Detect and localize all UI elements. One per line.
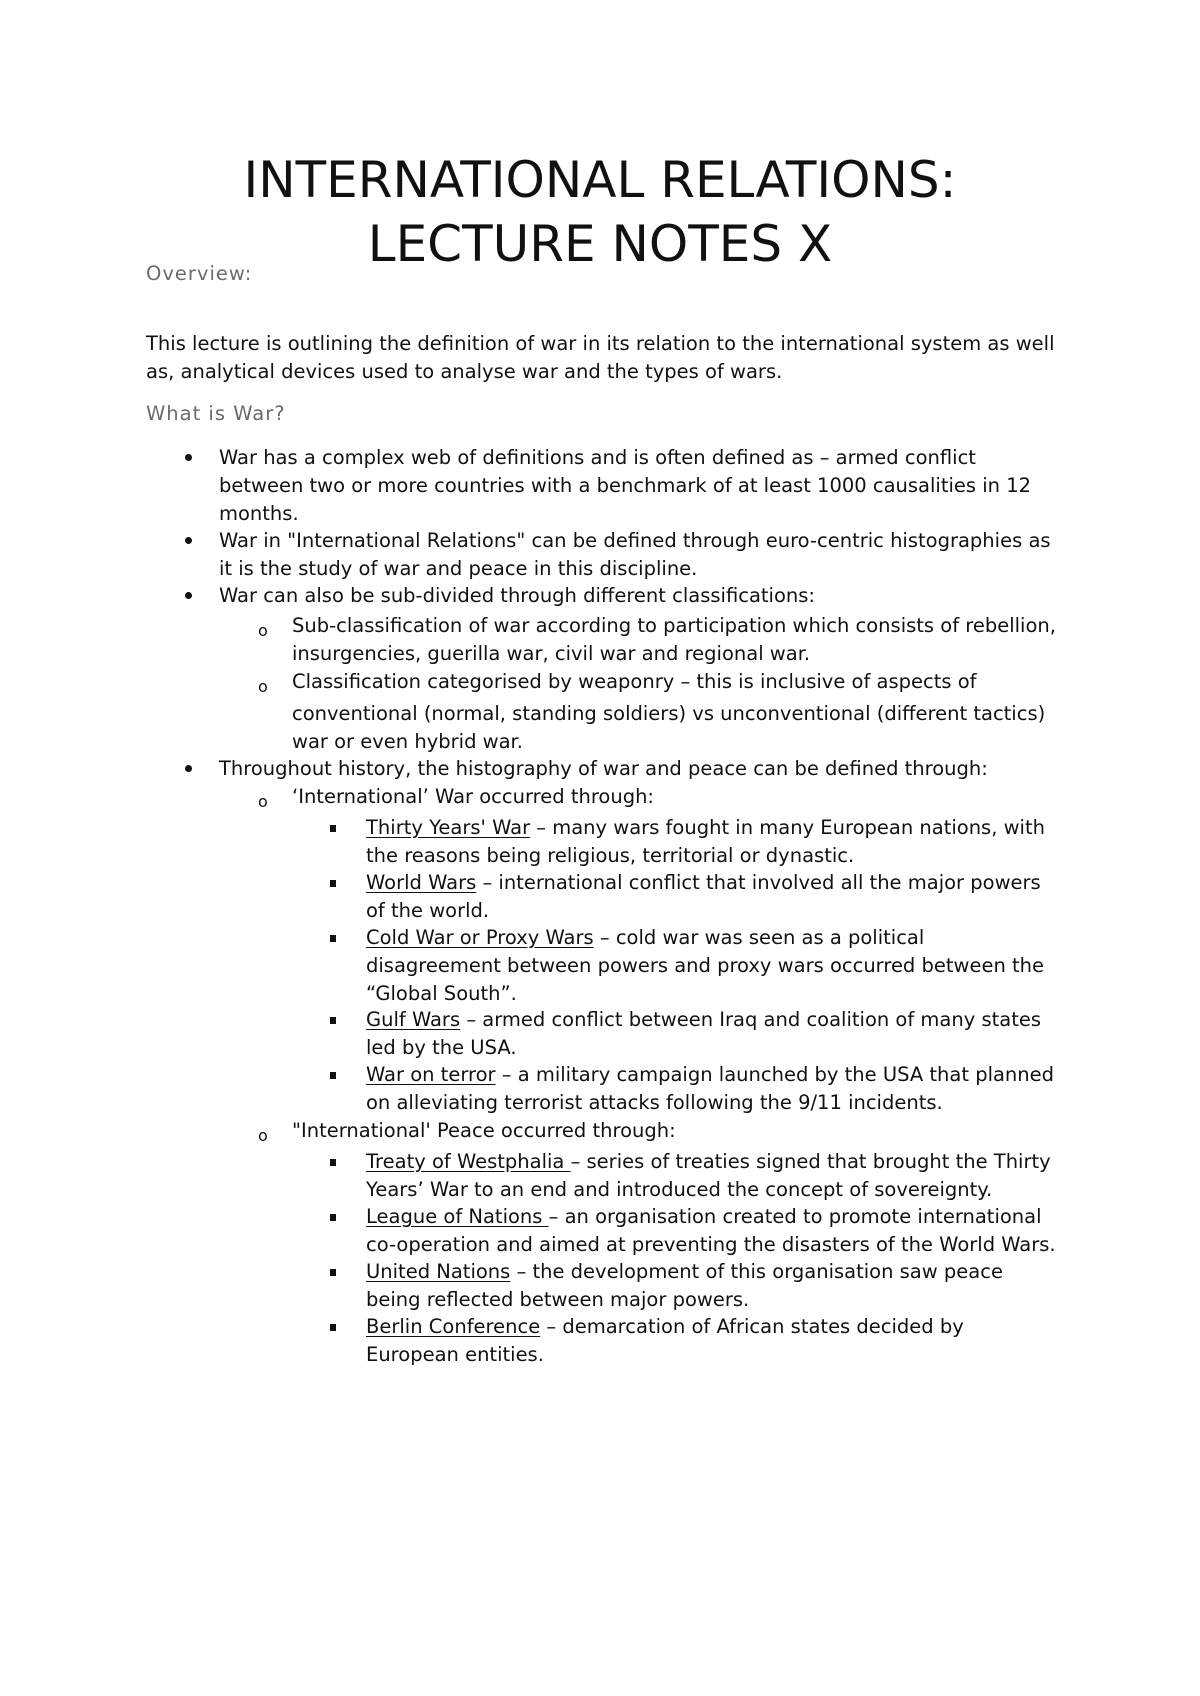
sub-bullet-1-line-2: insurgencies, guerilla war, civil war and regional war. bbox=[292, 642, 811, 665]
square-bullet-icon bbox=[330, 1269, 336, 1276]
square-bullet-icon bbox=[330, 1324, 336, 1331]
war-item-2-line-1: World Wars – international conflict that involved all the major powers bbox=[366, 871, 1041, 894]
square-bullet-icon bbox=[330, 1214, 336, 1221]
bullet-4-line-1: Throughout history, the histography of war and peace can be defined through: bbox=[219, 757, 988, 780]
square-bullet-icon bbox=[330, 935, 336, 942]
war-item-3-line-2: disagreement between powers and proxy wars occurred between the bbox=[366, 954, 1045, 977]
peace-item-4-line-2: European entities. bbox=[366, 1343, 544, 1366]
peace-item-term: League of Nations bbox=[366, 1205, 549, 1228]
international-peace-heading: "International' Peace occurred through: bbox=[292, 1119, 676, 1142]
bullet-2-line-1: War in "International Relations" can be defined through euro-centric histographies as bbox=[219, 529, 1051, 552]
title-line-2: LECTURE NOTES X bbox=[367, 215, 833, 273]
circle-bullet-icon: o bbox=[258, 677, 268, 696]
bullet-1-line-1: War has a complex web of definitions and is often defined as – armed conflict bbox=[219, 446, 976, 469]
bullet-icon bbox=[185, 537, 192, 544]
peace-item-2-line-1: League of Nations – an organisation created to promote international bbox=[366, 1205, 1042, 1228]
bullet-2-line-2: it is the study of war and peace in this discipline. bbox=[219, 557, 698, 580]
international-war-heading: ‘International’ War occurred through: bbox=[292, 785, 655, 808]
bullet-icon bbox=[185, 765, 192, 772]
war-item-4-line-1: Gulf Wars – armed conflict between Iraq and coalition of many states bbox=[366, 1008, 1042, 1031]
sub-bullet-2-line-1: Classification categorised by weaponry – this is inclusive of aspects of bbox=[292, 670, 977, 693]
square-bullet-icon bbox=[330, 1159, 336, 1166]
circle-bullet-icon: o bbox=[258, 1126, 268, 1145]
square-bullet-icon bbox=[330, 880, 336, 887]
square-bullet-icon bbox=[330, 1017, 336, 1024]
circle-bullet-icon: o bbox=[258, 621, 268, 640]
peace-item-3-line-1: United Nations – the development of this organisation saw peace bbox=[366, 1260, 1003, 1283]
war-item-term: War on terror bbox=[366, 1063, 496, 1086]
peace-item-term: Berlin Conference bbox=[366, 1315, 541, 1338]
square-bullet-icon bbox=[330, 1072, 336, 1079]
bullet-1-line-3: months. bbox=[219, 502, 299, 525]
sub-bullet-1-line-1: Sub-classification of war according to participation which consists of rebellion, bbox=[292, 614, 1056, 637]
bullet-icon bbox=[185, 454, 192, 461]
peace-item-term: Treaty of Westphalia bbox=[366, 1150, 571, 1173]
document-title bbox=[100, 148, 1100, 276]
title-line-1: INTERNATIONAL RELATIONS: bbox=[243, 151, 957, 209]
war-item-2-line-2: of the world. bbox=[366, 899, 490, 922]
circle-bullet-icon: o bbox=[258, 792, 268, 811]
war-item-4-line-2: led by the USA. bbox=[366, 1036, 517, 1059]
war-item-5-line-1: War on terror – a military campaign launched by the USA that planned bbox=[366, 1063, 1055, 1086]
peace-item-1-line-2: Years’ War to an end and introduced the concept of sovereignty. bbox=[366, 1178, 993, 1201]
overview-text-line-1: This lecture is outlining the definition of war in its relation to the international system as well bbox=[146, 332, 1055, 355]
war-item-term: Cold War or Proxy Wars bbox=[366, 926, 594, 949]
peace-item-3-line-2: being reflected between major powers. bbox=[366, 1288, 750, 1311]
war-item-5-line-2: on alleviating terrorist attacks following the 9/11 incidents. bbox=[366, 1091, 943, 1114]
war-item-term: World Wars bbox=[366, 871, 477, 894]
war-item-3-line-3: “Global South”. bbox=[366, 982, 517, 1005]
overview-heading: Overview: bbox=[146, 262, 253, 285]
peace-item-4-line-1: Berlin Conference – demarcation of African states decided by bbox=[366, 1315, 964, 1338]
sub-bullet-2-line-2: conventional (normal, standing soldiers) vs unconventional (different tactics) bbox=[292, 702, 1046, 725]
war-item-term: Thirty Years' War bbox=[366, 816, 531, 839]
sub-bullet-2-line-3: war or even hybrid war. bbox=[292, 730, 523, 753]
bullet-3-line-1: War can also be sub-divided through different classifications: bbox=[219, 584, 815, 607]
bullet-icon bbox=[185, 592, 192, 599]
war-item-3-line-1: Cold War or Proxy Wars – cold war was seen as a political bbox=[366, 926, 925, 949]
peace-item-2-line-2: co-operation and aimed at preventing the disasters of the World Wars. bbox=[366, 1233, 1056, 1256]
bullet-1-line-2: between two or more countries with a benchmark of at least 1000 causalities in 12 bbox=[219, 474, 1032, 497]
overview-text-line-2: as, analytical devices used to analyse war and the types of wars. bbox=[146, 360, 783, 383]
square-bullet-icon bbox=[330, 825, 336, 832]
peace-item-term: United Nations bbox=[366, 1260, 511, 1283]
war-item-term: Gulf Wars bbox=[366, 1008, 461, 1031]
what-is-war-heading: What is War? bbox=[146, 402, 286, 425]
war-item-1-line-2: the reasons being religious, territorial or dynastic. bbox=[366, 844, 855, 867]
peace-item-1-line-1: Treaty of Westphalia – series of treaties signed that brought the Thirty bbox=[366, 1150, 1051, 1173]
war-item-1-line-1: Thirty Years' War – many wars fought in many European nations, with bbox=[366, 816, 1045, 839]
